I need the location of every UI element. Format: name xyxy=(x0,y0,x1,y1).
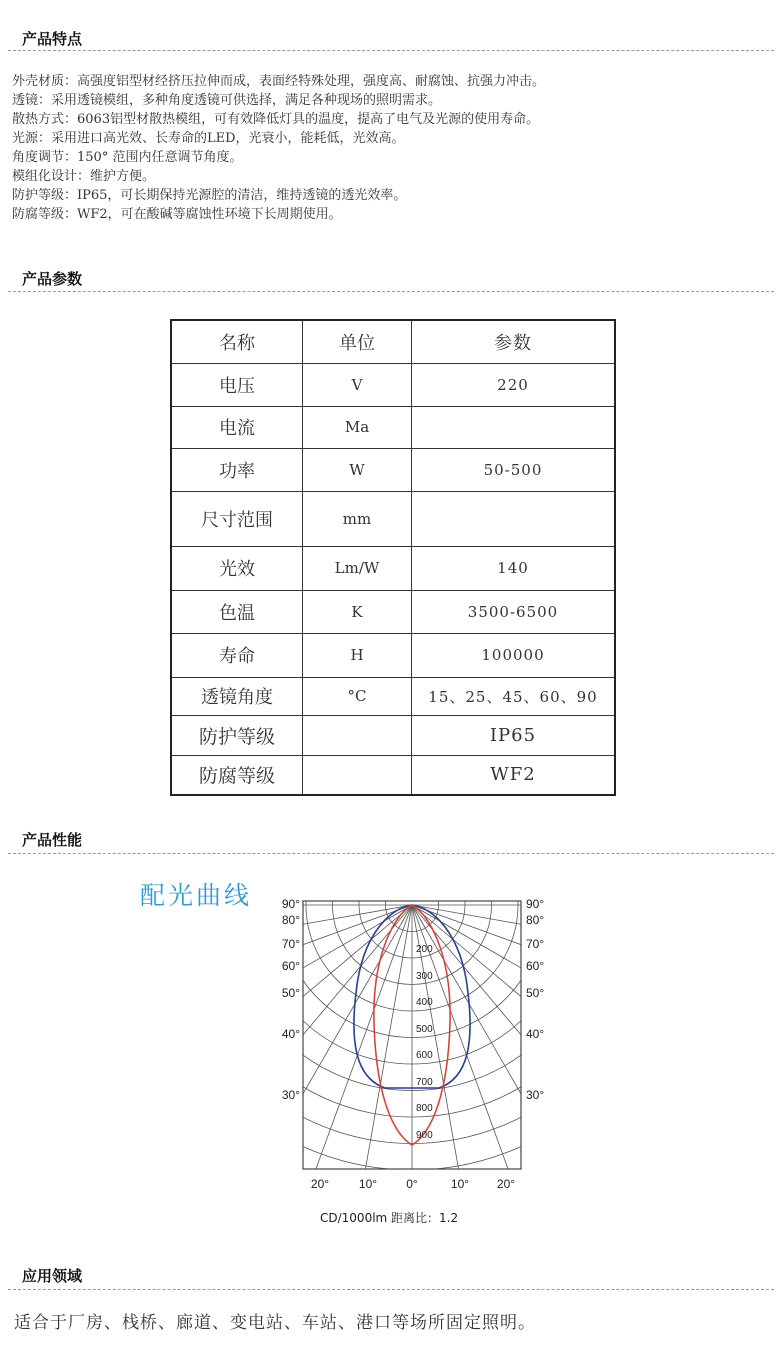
angle-label-left: 70° xyxy=(281,937,300,951)
divider xyxy=(8,1289,774,1290)
table-row xyxy=(171,715,615,755)
feature-line: 散热方式：6063铝型材散热模组，可有效降低灯具的温度，提高了电气及光源的使用寿命。 xyxy=(12,112,540,127)
angle-label-left: 40° xyxy=(281,1027,300,1041)
param-unit: H xyxy=(303,633,412,677)
param-name: 尺寸范围 xyxy=(171,491,303,546)
section-title-performance: 产品性能 xyxy=(22,831,83,849)
radial-label: 500 xyxy=(416,1024,433,1035)
radial-label: 900 xyxy=(416,1130,433,1141)
divider xyxy=(8,50,774,51)
param-value: IP65 xyxy=(412,715,616,755)
table-row xyxy=(171,677,615,715)
feature-line: 防护等级：IP65，可长期保持光源腔的清洁，维持透镜的透光效率。 xyxy=(12,188,407,203)
param-name: 透镜角度 xyxy=(171,677,303,715)
angle-label-bottom: 0° xyxy=(406,1177,418,1191)
light-distribution-diagram xyxy=(270,893,560,1205)
radial-labels xyxy=(416,944,433,1141)
feature-line: 光源：采用进口高光效、长寿命的LED，光衰小，能耗低，光效高。 xyxy=(12,131,405,146)
angle-label-left: 80° xyxy=(281,913,300,927)
radial-label: 600 xyxy=(416,1050,433,1061)
param-unit: °C xyxy=(303,677,412,715)
feature-line: 防腐等级：WF2，可在酸碱等腐蚀性环境下长周期使用。 xyxy=(12,207,342,222)
table-row xyxy=(171,363,615,406)
grid-spoke xyxy=(270,905,412,1105)
section-title-params: 产品参数 xyxy=(22,270,83,288)
angle-label-right: 40° xyxy=(526,1027,545,1041)
grid-ring xyxy=(270,893,560,1064)
angle-label-bottom: 20° xyxy=(496,1177,516,1191)
angle-label-right: 70° xyxy=(526,937,545,951)
table-row xyxy=(171,633,615,677)
param-name: 电压 xyxy=(171,363,303,406)
feature-line: 角度调节：150° 范围内任意调节角度。 xyxy=(12,150,243,165)
table-header-cell: 单位 xyxy=(303,320,412,363)
param-value: 15、25、45、60、90 xyxy=(412,677,616,715)
param-unit xyxy=(303,755,412,795)
param-name: 色温 xyxy=(171,590,303,633)
param-unit: V xyxy=(303,363,412,406)
radial-label: 200 xyxy=(416,944,433,955)
grid-ring xyxy=(270,893,560,1144)
table-row xyxy=(171,590,615,633)
angle-label-right: 60° xyxy=(526,959,545,973)
angle-label-left: 90° xyxy=(281,897,300,911)
param-name: 电流 xyxy=(171,406,303,448)
param-unit xyxy=(303,715,412,755)
param-value: 100000 xyxy=(412,633,616,677)
angle-label-right: 30° xyxy=(526,1088,545,1102)
table-header-cell: 参数 xyxy=(412,320,616,363)
param-value: 3500-6500 xyxy=(412,590,616,633)
param-value: WF2 xyxy=(412,755,616,795)
curve-caption: CD/1000lm 距离比：1.2 xyxy=(320,1211,459,1225)
divider xyxy=(8,291,774,292)
radial-label: 400 xyxy=(416,997,433,1008)
param-unit: mm xyxy=(303,491,412,546)
params-table xyxy=(170,319,616,796)
divider xyxy=(8,853,774,854)
feature-line: 模组化设计：维护方便。 xyxy=(12,169,156,184)
radial-label: 300 xyxy=(416,971,433,982)
polar-grid xyxy=(270,893,560,1205)
table-header-cell: 名称 xyxy=(171,320,303,363)
param-name: 寿命 xyxy=(171,633,303,677)
param-unit: Lm/W xyxy=(303,546,412,590)
angle-label-right: 90° xyxy=(526,897,545,911)
param-unit: Ma xyxy=(303,406,412,448)
feature-line: 透镜：采用透镜模组，多种角度透镜可供选择，满足各种现场的照明需求。 xyxy=(12,93,442,108)
table-row xyxy=(171,448,615,491)
param-value xyxy=(412,491,616,546)
param-value: 50-500 xyxy=(412,448,616,491)
table-row xyxy=(171,491,615,546)
table-row xyxy=(171,755,615,795)
angle-label-right: 80° xyxy=(526,913,545,927)
param-name: 防腐等级 xyxy=(171,755,303,795)
angle-label-right: 50° xyxy=(526,986,545,1000)
param-unit: W xyxy=(303,448,412,491)
angle-label-bottom: 10° xyxy=(358,1177,378,1191)
angle-label-left: 30° xyxy=(281,1088,300,1102)
grid-ring xyxy=(270,893,560,1117)
table-header-row xyxy=(171,320,615,363)
angle-label-bottom: 10° xyxy=(450,1177,470,1191)
angle-label-left: 60° xyxy=(281,959,300,973)
application-text: 适合于厂房、栈桥、廊道、变电站、车站、港口等场所固定照明。 xyxy=(14,1313,536,1333)
param-name: 防护等级 xyxy=(171,715,303,755)
param-value xyxy=(412,406,616,448)
section-title-application: 应用领域 xyxy=(22,1267,83,1285)
angle-labels xyxy=(282,897,545,1191)
grid-spoke xyxy=(343,905,412,1205)
curve-title: 配光曲线 xyxy=(140,881,253,910)
param-value: 140 xyxy=(412,546,616,590)
radial-label: 700 xyxy=(416,1077,433,1088)
section-title-features: 产品特点 xyxy=(22,30,83,48)
table-row xyxy=(171,546,615,590)
grid-ring xyxy=(270,893,560,1170)
param-name: 光效 xyxy=(171,546,303,590)
feature-line: 外壳材质：高强度铝型材经挤压拉伸而成，表面经特殊处理，强度高、耐腐蚀、抗强力冲击。 xyxy=(12,74,546,89)
radial-label: 800 xyxy=(416,1103,433,1114)
features-list xyxy=(12,72,772,224)
angle-label-left: 50° xyxy=(281,986,300,1000)
param-name: 功率 xyxy=(171,448,303,491)
table-row xyxy=(171,406,615,448)
param-unit: K xyxy=(303,590,412,633)
param-value: 220 xyxy=(412,363,616,406)
angle-label-bottom: 20° xyxy=(310,1177,330,1191)
